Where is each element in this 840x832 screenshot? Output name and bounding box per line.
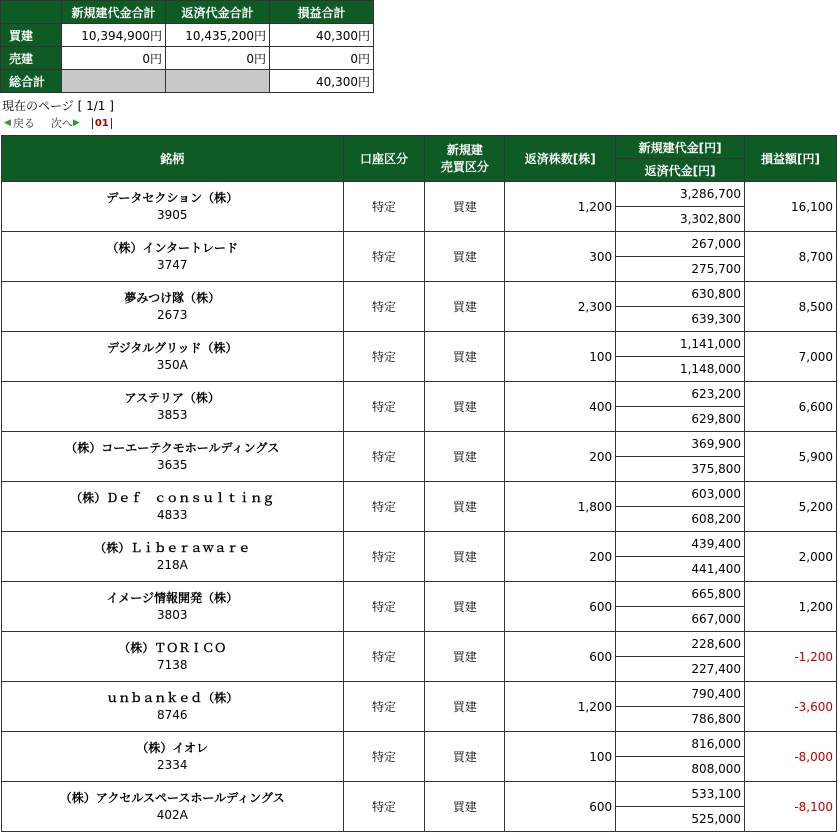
summary-row-total bbox=[1, 70, 374, 93]
stock-code: 3747 bbox=[156, 257, 188, 272]
stock-code: 3635 bbox=[156, 457, 188, 472]
summary-new-total: 0円 bbox=[62, 47, 166, 70]
return-amount: 275,700 bbox=[616, 257, 745, 282]
stock-code: 4833 bbox=[156, 507, 188, 522]
header-pl: 損益額[円] bbox=[745, 136, 837, 182]
stock-cell bbox=[2, 382, 344, 432]
trade-type: 買建 bbox=[425, 232, 505, 282]
stock-code: 3905 bbox=[156, 207, 188, 222]
return-amount: 629,800 bbox=[616, 407, 745, 432]
stock-name: （株）Ｌｉｂｅｒａｗａｒｅ bbox=[94, 540, 251, 555]
profit-loss: 16,100 bbox=[745, 182, 837, 232]
new-amount: 790,400 bbox=[616, 682, 745, 707]
trade-type: 買建 bbox=[425, 632, 505, 682]
trade-type: 買建 bbox=[425, 482, 505, 532]
summary-empty-cell bbox=[166, 70, 270, 93]
summary-row-label: 売建 bbox=[1, 47, 62, 70]
trade-type: 買建 bbox=[425, 532, 505, 582]
next-page-link[interactable]: 次へ bbox=[50, 117, 73, 130]
return-qty: 1,800 bbox=[505, 482, 616, 532]
stock-name: イメージ情報開発（株） bbox=[106, 590, 239, 605]
trade-type: 買建 bbox=[425, 332, 505, 382]
account-type: 特定 bbox=[343, 382, 425, 432]
stock-cell bbox=[2, 232, 344, 282]
table-row bbox=[2, 282, 837, 307]
summary-return-total: 10,435,200円 bbox=[166, 24, 270, 47]
stock-name: （株）Ｄｅｆ ｃｏｎｓｕｌｔｉｎｇ bbox=[70, 490, 275, 505]
summary-header-pl: 損益合計 bbox=[270, 1, 374, 24]
summary-return-total: 0円 bbox=[166, 47, 270, 70]
new-amount: 1,141,000 bbox=[616, 332, 745, 357]
summary-row-label: 買建 bbox=[1, 24, 62, 47]
table-row bbox=[2, 432, 837, 457]
stock-name: （株）インタートレード bbox=[106, 240, 239, 255]
table-row bbox=[2, 482, 837, 507]
account-type: 特定 bbox=[343, 182, 425, 232]
stock-name: デジタルグリッド（株） bbox=[106, 340, 238, 355]
table-row bbox=[2, 682, 837, 707]
stock-code: 402A bbox=[156, 807, 188, 822]
return-amount: 525,000 bbox=[616, 807, 745, 832]
summary-corner bbox=[1, 1, 62, 24]
header-return-amount: 返済代金[円] bbox=[616, 159, 745, 182]
return-amount: 667,000 bbox=[616, 607, 745, 632]
stock-code: 3853 bbox=[156, 407, 188, 422]
return-qty: 600 bbox=[505, 582, 616, 632]
profit-loss: 8,500 bbox=[745, 282, 837, 332]
page-indicator: 現在のページ [ 1/1 ] bbox=[2, 99, 114, 113]
table-row bbox=[2, 182, 837, 207]
summary-pl-total: 40,300円 bbox=[270, 24, 374, 47]
account-type: 特定 bbox=[343, 632, 425, 682]
summary-pl-total: 0円 bbox=[270, 47, 374, 70]
new-amount: 665,800 bbox=[616, 582, 745, 607]
stock-cell bbox=[2, 682, 344, 732]
stock-cell bbox=[2, 332, 344, 382]
account-type: 特定 bbox=[343, 532, 425, 582]
summary-new-total: 10,394,900円 bbox=[62, 24, 166, 47]
profit-loss: 5,200 bbox=[745, 482, 837, 532]
profit-loss: 2,000 bbox=[745, 532, 837, 582]
account-type: 特定 bbox=[343, 232, 425, 282]
stock-name: 夢みつけ隊（株） bbox=[124, 290, 221, 305]
stock-name: （株）イオレ bbox=[136, 740, 209, 755]
trade-type: 買建 bbox=[425, 432, 505, 482]
new-amount: 267,000 bbox=[616, 232, 745, 257]
summary-header-row bbox=[1, 1, 374, 24]
profit-loss: -3,600 bbox=[745, 682, 837, 732]
profit-loss: -8,000 bbox=[745, 732, 837, 782]
stock-code: 8746 bbox=[156, 707, 188, 722]
stock-cell bbox=[2, 282, 344, 332]
trade-type: 買建 bbox=[425, 682, 505, 732]
profit-loss: -1,200 bbox=[745, 632, 837, 682]
return-amount: 227,400 bbox=[616, 657, 745, 682]
table-row bbox=[2, 732, 837, 757]
profit-loss: 1,200 bbox=[745, 582, 837, 632]
profit-loss: 7,000 bbox=[745, 332, 837, 382]
return-amount: 1,148,000 bbox=[616, 357, 745, 382]
profit-loss: 5,900 bbox=[745, 432, 837, 482]
return-qty: 2,300 bbox=[505, 282, 616, 332]
summary-grand-pl: 40,300円 bbox=[270, 70, 374, 93]
header-new-amount: 新規建代金[円] bbox=[616, 136, 745, 159]
stock-name: アステリア（株） bbox=[124, 390, 220, 405]
stock-cell bbox=[2, 782, 344, 832]
return-qty: 200 bbox=[505, 532, 616, 582]
new-amount: 3,286,700 bbox=[616, 182, 745, 207]
header-account: 口座区分 bbox=[343, 136, 425, 182]
return-qty: 100 bbox=[505, 332, 616, 382]
return-qty: 300 bbox=[505, 232, 616, 282]
new-amount: 439,400 bbox=[616, 532, 745, 557]
stock-name: （株）アクセルスペースホールディングス bbox=[59, 790, 285, 805]
summary-header-new: 新規建代金合計 bbox=[62, 1, 166, 24]
triangle-right-icon: ▶ bbox=[72, 118, 80, 128]
return-amount: 441,400 bbox=[616, 557, 745, 582]
account-type: 特定 bbox=[343, 432, 425, 482]
return-qty: 1,200 bbox=[505, 182, 616, 232]
summary-total-label: 総合計 bbox=[1, 70, 62, 93]
return-qty: 400 bbox=[505, 382, 616, 432]
account-type: 特定 bbox=[343, 682, 425, 732]
stock-cell bbox=[2, 632, 344, 682]
results-table bbox=[1, 135, 837, 832]
trade-type: 買建 bbox=[425, 382, 505, 432]
results-body bbox=[2, 182, 837, 832]
stock-code: 2334 bbox=[156, 757, 188, 772]
summary-empty-cell bbox=[62, 70, 166, 93]
stock-name: ｕｎｂａｎｋｅｄ（株） bbox=[106, 690, 239, 705]
return-amount: 608,200 bbox=[616, 507, 745, 532]
header-name: 銘柄 bbox=[2, 136, 344, 182]
stock-cell bbox=[2, 532, 344, 582]
return-qty: 1,200 bbox=[505, 682, 616, 732]
return-qty: 100 bbox=[505, 732, 616, 782]
new-amount: 369,900 bbox=[616, 432, 745, 457]
header-row bbox=[2, 136, 837, 159]
return-amount: 375,800 bbox=[616, 457, 745, 482]
table-row bbox=[2, 232, 837, 257]
header-qty: 返済株数[株] bbox=[505, 136, 616, 182]
return-qty: 600 bbox=[505, 632, 616, 682]
new-amount: 623,200 bbox=[616, 382, 745, 407]
table-row bbox=[2, 532, 837, 557]
trade-type: 買建 bbox=[425, 782, 505, 832]
stock-cell bbox=[2, 182, 344, 232]
stock-name: （株）コーエーテクモホールディングス bbox=[65, 440, 280, 455]
new-amount: 630,800 bbox=[616, 282, 745, 307]
stock-cell bbox=[2, 732, 344, 782]
summary-header-return: 返済代金合計 bbox=[166, 1, 270, 24]
new-amount: 816,000 bbox=[616, 732, 745, 757]
table-row bbox=[2, 382, 837, 407]
return-amount: 3,302,800 bbox=[616, 207, 745, 232]
profit-loss: 6,600 bbox=[745, 382, 837, 432]
table-row bbox=[2, 582, 837, 607]
stock-code: 2673 bbox=[156, 307, 188, 322]
summary-table bbox=[0, 0, 374, 93]
new-amount: 533,100 bbox=[616, 782, 745, 807]
new-amount: 603,000 bbox=[616, 482, 745, 507]
return-amount: 808,000 bbox=[616, 757, 745, 782]
new-amount: 228,600 bbox=[616, 632, 745, 657]
prev-page-link[interactable]: 戻る bbox=[12, 117, 35, 130]
return-qty: 600 bbox=[505, 782, 616, 832]
summary-row-sell bbox=[1, 47, 374, 70]
stock-code: 7138 bbox=[156, 657, 188, 672]
stock-name: データセクション（株） bbox=[106, 190, 239, 205]
stock-cell bbox=[2, 432, 344, 482]
return-amount: 786,800 bbox=[616, 707, 745, 732]
page-number-current[interactable]: 01 bbox=[92, 118, 112, 129]
trade-type: 買建 bbox=[425, 582, 505, 632]
account-type: 特定 bbox=[343, 332, 425, 382]
account-type: 特定 bbox=[343, 732, 425, 782]
account-type: 特定 bbox=[343, 282, 425, 332]
stock-code: 3803 bbox=[156, 607, 188, 622]
return-amount: 639,300 bbox=[616, 307, 745, 332]
pager bbox=[4, 115, 112, 131]
account-type: 特定 bbox=[343, 482, 425, 532]
stock-code: 350A bbox=[156, 357, 188, 372]
trade-type: 買建 bbox=[425, 732, 505, 782]
summary-row-buy bbox=[1, 24, 374, 47]
stock-cell bbox=[2, 582, 344, 632]
table-row bbox=[2, 632, 837, 657]
triangle-left-icon: ◀ bbox=[4, 118, 11, 128]
trade-type: 買建 bbox=[425, 282, 505, 332]
stock-code: 218A bbox=[156, 557, 188, 572]
header-trade: 新規建 売買区分 bbox=[425, 136, 505, 182]
stock-cell bbox=[2, 482, 344, 532]
stock-name: （株）ＴＯＲＩＣＯ bbox=[118, 640, 227, 655]
table-row bbox=[2, 332, 837, 357]
profit-loss: 8,700 bbox=[745, 232, 837, 282]
account-type: 特定 bbox=[343, 582, 425, 632]
trade-type: 買建 bbox=[425, 182, 505, 232]
account-type: 特定 bbox=[343, 782, 425, 832]
table-row bbox=[2, 782, 837, 807]
profit-loss: -8,100 bbox=[745, 782, 837, 832]
return-qty: 200 bbox=[505, 432, 616, 482]
